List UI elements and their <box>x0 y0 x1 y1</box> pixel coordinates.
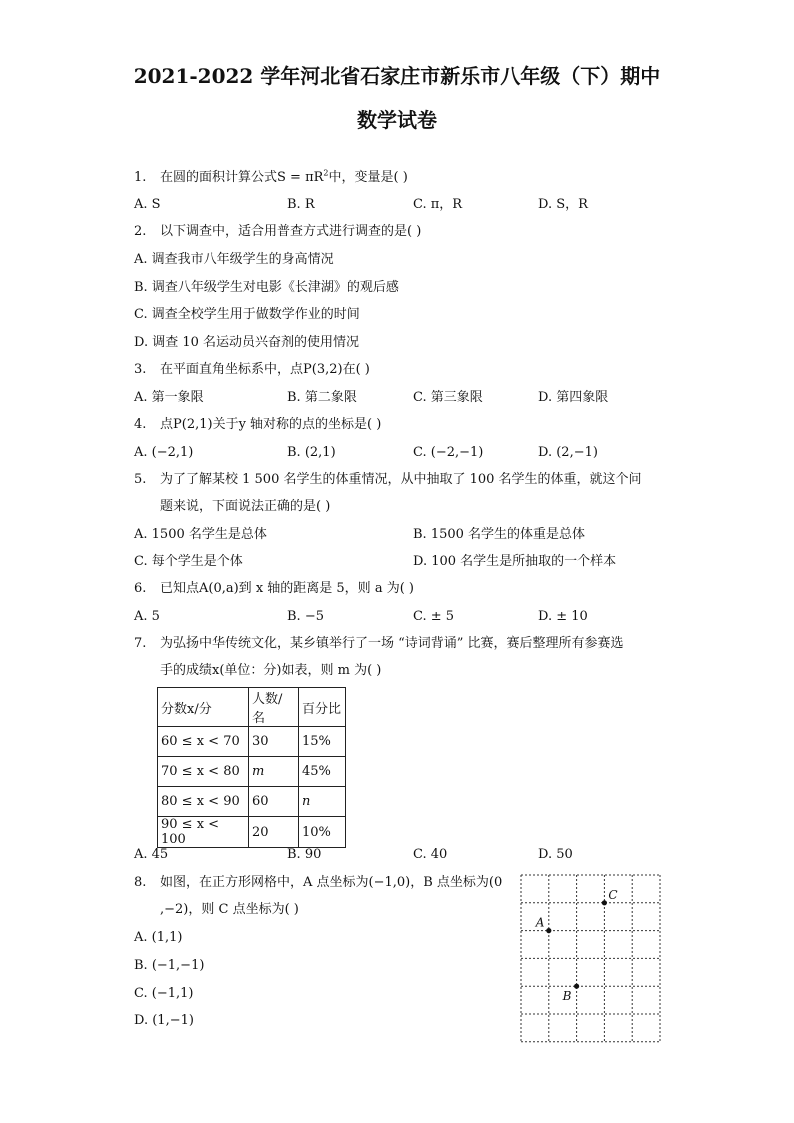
table-row <box>158 727 346 757</box>
point-a-label: A <box>535 915 545 930</box>
question-3-option-c: C. 第三象限 <box>413 390 483 405</box>
table-cell: m <box>249 757 299 787</box>
question-4-option-c: C. (−2,−1) <box>413 445 484 460</box>
point-c-dot <box>602 900 607 905</box>
table-cell: 80 ≤ x < 90 <box>158 787 249 817</box>
question-2-option-b: B. 调查八年级学生对电影《长津湖》的观后感 <box>134 280 399 295</box>
question-7-option-a: A. 45 <box>134 847 169 862</box>
question-8-stem-line2: ,−2)，则 C 点坐标为( ) <box>160 902 299 917</box>
question-4-stem: 4. 点P(2,1)关于y 轴对称的点的坐标是( ) <box>134 417 382 432</box>
table-cell: 15% <box>299 727 346 757</box>
page-title-line1: 2021-2022 学年河北省石家庄市新乐市八年级（下）期中 <box>133 64 661 88</box>
question-5-stem-line2: 题来说，下面说法正确的是( ) <box>160 499 331 514</box>
question-1-option-d: D. S，R <box>538 197 588 212</box>
question-2-option-d: D. 调查 10 名运动员兴奋剂的使用情况 <box>134 335 360 350</box>
question-5-stem-line1: 5. 为了了解某校 1 500 名学生的体重情况，从中抽取了 100 名学生的体重，就这个问 <box>134 472 642 487</box>
page-title-line2: 数学试卷 <box>357 108 437 132</box>
question-7-option-b: B. 90 <box>287 847 322 862</box>
question-3-stem: 3. 在平面直角坐标系中，点P(3,2)在( ) <box>134 362 370 377</box>
question-4-option-d: D. (2,−1) <box>538 445 598 460</box>
question-6-stem: 6. 已知点A(0,a)到 x 轴的距离是 5，则 a 为( ) <box>134 581 414 596</box>
point-c-label: C <box>608 887 618 902</box>
question-2-option-c: C. 调查全校学生用于做数学作业的时间 <box>134 307 360 322</box>
question-6-option-c: C. ± 5 <box>413 609 455 624</box>
question-1-option-c: C. π，R <box>413 197 463 212</box>
question-5-option-b: B. 1500 名学生的体重是总体 <box>413 527 586 542</box>
point-a-dot <box>546 928 551 933</box>
question-number: 5. <box>134 472 147 487</box>
table-row <box>158 757 346 787</box>
question-8-option-d: D. (1,−1) <box>134 1013 194 1028</box>
question-6-option-a: A. 5 <box>134 609 160 624</box>
question-7-option-c: C. 40 <box>413 847 448 862</box>
point-b-dot <box>574 984 579 989</box>
question-7-stem-line2: 手的成绩x(单位：分)如表，则 m 为( ) <box>160 663 382 678</box>
question-1-option-a: A. S <box>134 197 161 212</box>
table-cell: n <box>299 787 346 817</box>
question-4-option-a: A. (−2,1) <box>134 445 194 460</box>
question-7-stem-line1: 7. 为弘扬中华传统文化，某乡镇举行了一场 “诗词背诵” 比赛，赛后整理所有参赛选 <box>134 636 624 651</box>
question-3-option-d: D. 第四象限 <box>538 390 609 405</box>
question-8-option-c: C. (−1,1) <box>134 986 194 1001</box>
question-5-option-d: D. 100 名学生是所抽取的一个样本 <box>413 554 617 569</box>
table-row <box>158 817 346 848</box>
table-header-row <box>158 688 346 727</box>
question-number: 8. <box>134 875 147 890</box>
question-7-option-d: D. 50 <box>538 847 573 862</box>
question-6-option-d: D. ± 10 <box>538 609 588 624</box>
table-cell: 20 <box>249 817 299 848</box>
question-number: 3. <box>134 362 147 377</box>
question-1-option-b: B. R <box>287 197 315 212</box>
point-b-label: B <box>562 989 572 1004</box>
question-4-option-b: B. (2,1) <box>287 445 336 460</box>
question-number: 4. <box>134 417 147 432</box>
table-cell: 70 ≤ x < 80 <box>158 757 249 787</box>
question-5-option-a: A. 1500 名学生是总体 <box>134 527 267 542</box>
table-cell: 45% <box>299 757 346 787</box>
question-5-option-c: C. 每个学生是个体 <box>134 554 243 569</box>
table-header-cell: 分数x/分 <box>158 688 249 727</box>
question-2-stem: 2. 以下调查中，适合用普查方式进行调查的是( ) <box>134 224 422 239</box>
table-cell: 90 ≤ x < 100 <box>158 817 249 848</box>
question-3-option-b: B. 第二象限 <box>287 390 357 405</box>
score-table <box>157 687 346 848</box>
question-number: 2. <box>134 224 147 239</box>
question-1-stem: 1. 在圆的面积计算公式$S = \pi R^2$中，变量是( ) <box>134 168 408 185</box>
table-cell: 10% <box>299 817 346 848</box>
question-8-option-b: B. (−1,−1) <box>134 958 205 973</box>
table-header-cell: 人数/名 <box>249 688 299 727</box>
question-number: 1. <box>134 170 147 185</box>
question-number: 7. <box>134 636 147 651</box>
table-header-cell: 百分比 <box>299 688 346 727</box>
question-6-option-b: B. −5 <box>287 609 324 624</box>
question-8-stem-line1: 8. 如图，在正方形网格中，A 点坐标为(−1,0)，B 点坐标为(0 <box>134 875 503 890</box>
coordinate-grid-figure <box>518 872 664 1044</box>
question-number: 6. <box>134 581 147 596</box>
question-3-option-a: A. 第一象限 <box>134 390 204 405</box>
table-row <box>158 787 346 817</box>
table-cell: 60 <box>249 787 299 817</box>
table-cell: 60 ≤ x < 70 <box>158 727 249 757</box>
table-cell: 30 <box>249 727 299 757</box>
question-8-option-a: A. (1,1) <box>134 930 183 945</box>
question-2-option-a: A. 调查我市八年级学生的身高情况 <box>134 252 334 267</box>
